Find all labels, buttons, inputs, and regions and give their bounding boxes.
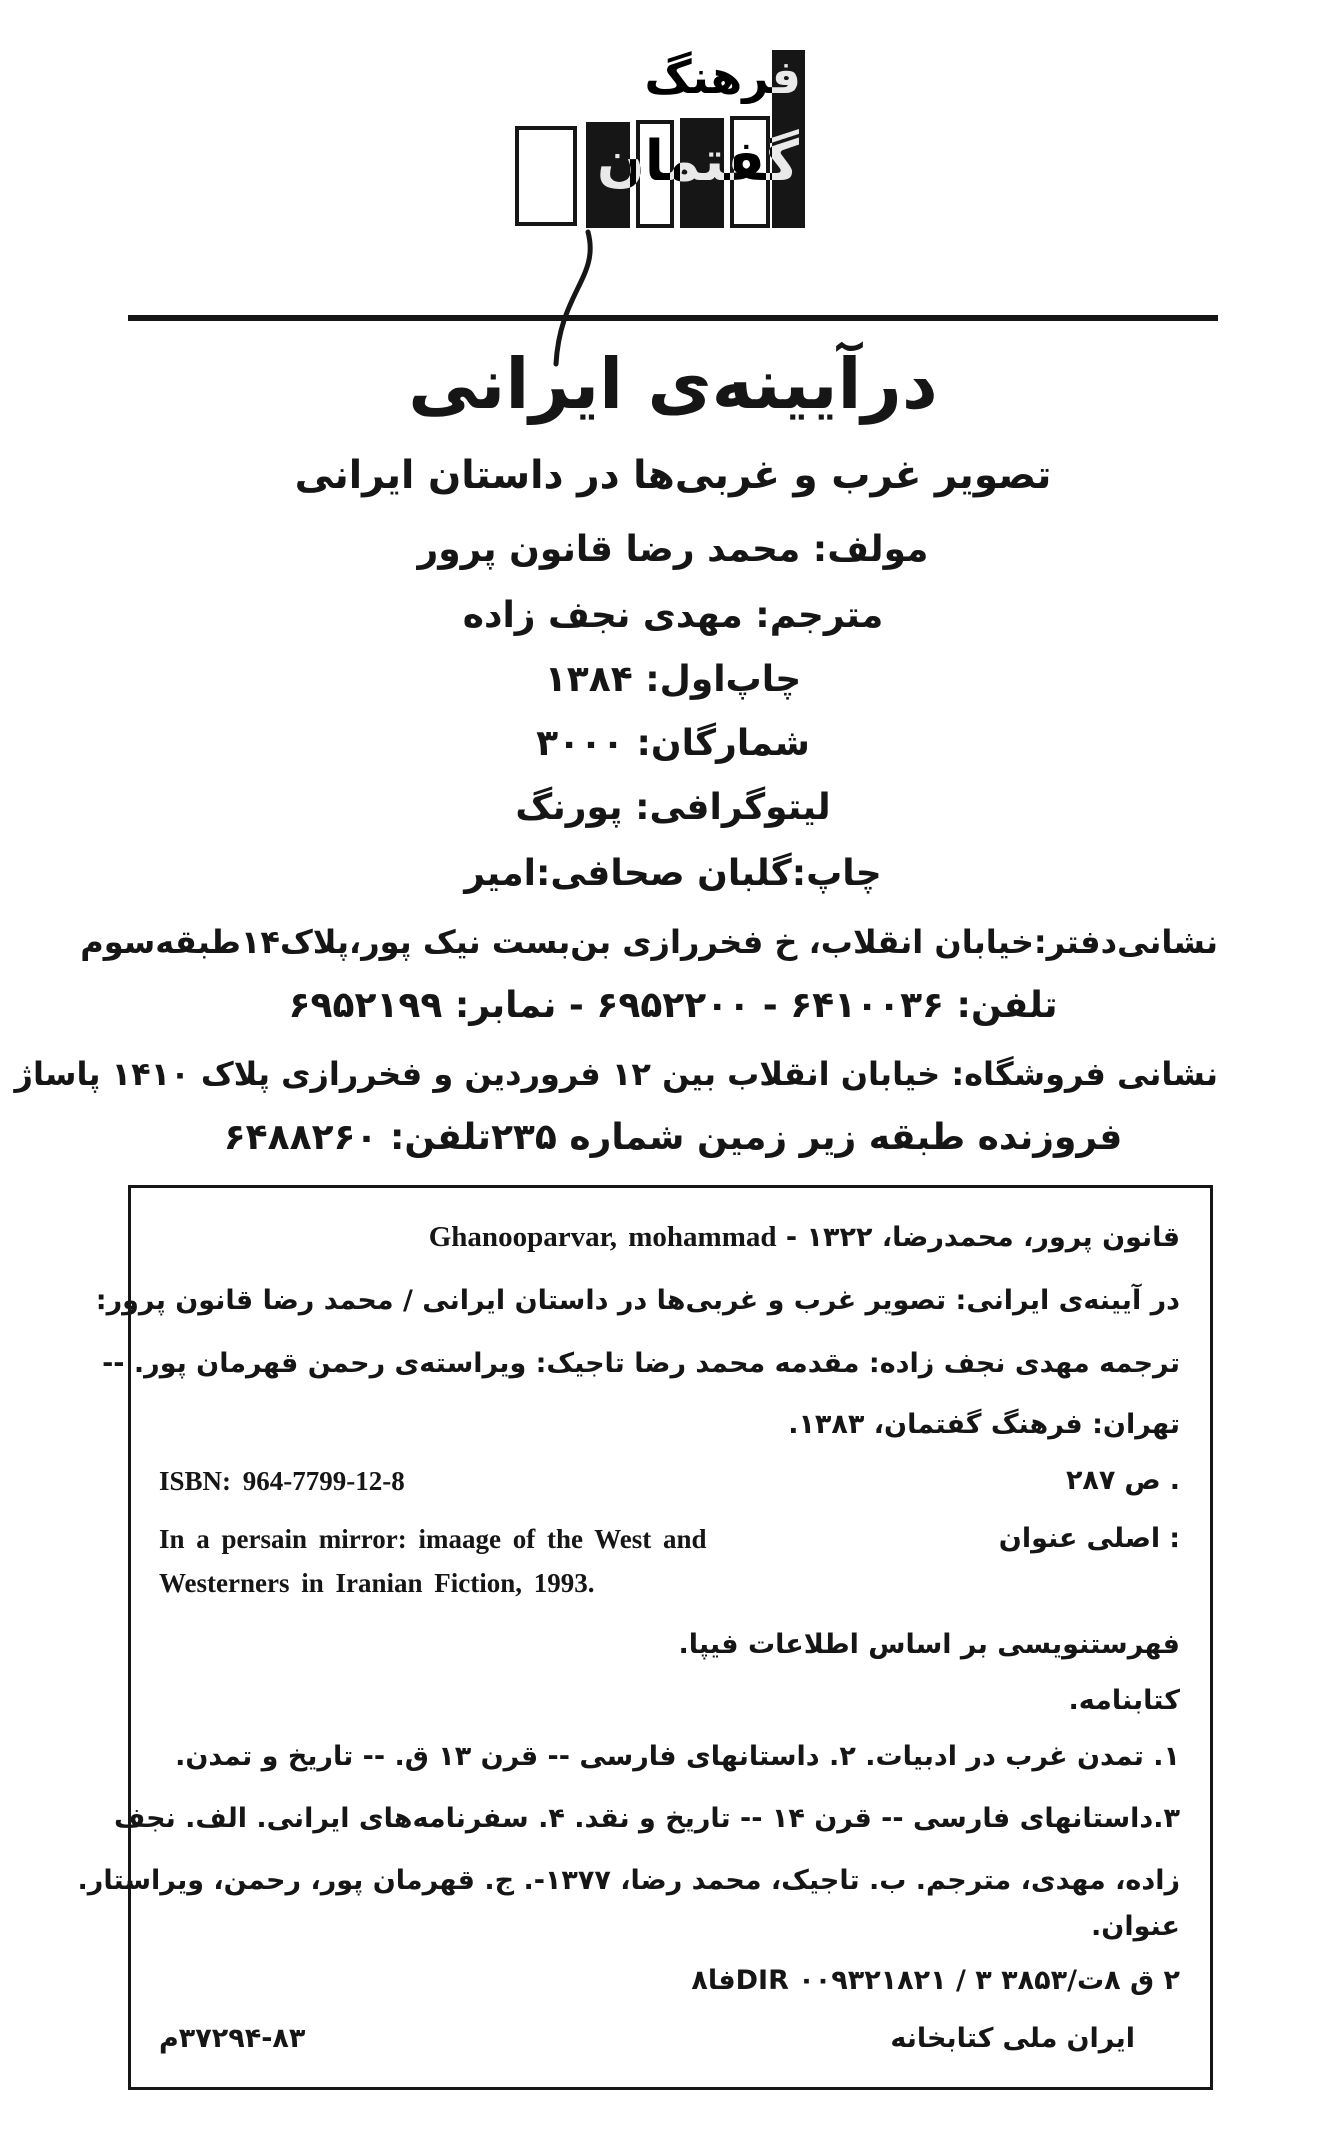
book-title: درآیینه‌ی ایرانی [408, 343, 938, 425]
divider-rule [128, 315, 1218, 321]
translator-line: مترجم: مهدی نجف زاده [462, 595, 884, 636]
cip-bibliography-note: کتابنامه. [1068, 1685, 1180, 1716]
cip-call-number: ۲ ق ۸ت/۳۸۵۳ DIR ۰۰۹۳۲۱۸۲۱ / ۳فا۸ [691, 1965, 1180, 1996]
cip-box [77, 1185, 1213, 2090]
store-address-line: نشانی فروشگاه: خیابان انقلاب بین ۱۲ فروردین و فخررازی پلاک ۱۴۱۰ پاساژ [14, 1055, 1218, 1093]
author-line: مولف: محمد رضا قانون پرور [417, 529, 929, 570]
cip-original-title-line2: Westerners in Iranian Fiction, 1993. [159, 1568, 595, 1598]
cip-author-text: قانون پرور، محمدرضا، ۱۳۲۲ - Ghanooparvar, mohammad [428, 1221, 1180, 1253]
cip-natl-bib-number: ۳۷۲۹۴-۸۳م [159, 2023, 306, 2054]
cip-author-latin: Ghanooparvar, mohammad [428, 1221, 777, 1253]
cip-pages-count: ۲۸۷ ص . [1065, 1465, 1180, 1496]
cip-title-entry: عنوان. [1091, 1911, 1180, 1942]
publisher-logo [500, 48, 805, 240]
logo-box-1 [515, 126, 577, 226]
phone-fax-line: تلفن: ۶۴۱۰۰۳۶ - ۶۹۵۲۲۰۰ - نمابر: ۶۹۵۲۱۹۹ [288, 985, 1058, 1026]
cip-original-title-label: عنوان اصلی : [998, 1523, 1180, 1554]
store-phone-line: فروزنده طبقه زیر زمین شماره ۲۳۵تلفن: ۶۴۸۸۲۶۰ [223, 1117, 1123, 1158]
cip-original-title-line1: In a persain mirror: imaage of the West and [159, 1524, 707, 1554]
cip-publisher-statement: تهران: فرهنگ گفتمان، ۱۳۸۳. [788, 1409, 1180, 1440]
cip-subjects-line3: زاده، مهدی، مترجم. ب. تاجیک، محمد رضا، ۱۳۷۷-. ج. قهرمان پور، رحمن، ویراستار. [77, 1865, 1180, 1896]
edition-line: چاپ‌اول: ۱۳۸۴ [544, 659, 802, 700]
cip-subjects-line1: ۱. تمدن غرب در ادبیات. ۲. داستانهای فارسی -- قرن ۱۳ ق. -- تاریخ و تمدن. [175, 1741, 1180, 1772]
printer-binder-line: چاپ:گلبان صحافی:امیر [464, 853, 882, 894]
print-run-line: شمارگان: ۳۰۰۰ [536, 723, 810, 764]
cip-isbn: ISBN: 964-7799-12-8 [159, 1466, 405, 1496]
book-subtitle: تصویر غرب و غربی‌ها در داستان ایرانی [294, 453, 1052, 498]
cip-translator-statement: ترجمه مهدی نجف زاده: مقدمه محمد رضا تاجیک: ویراسته‌ی رحمن قهرمان پور. -- [102, 1348, 1180, 1379]
office-address-line: نشانی‌دفتر:خیابان انقلاب، خ فخررازی بن‌بست نیک پور،پلاک۱۴طبقه‌سوم [80, 923, 1218, 961]
cip-national-library-label: کتابخانه ملی ایران [890, 2023, 1135, 2054]
logo-word-farhang: فرهنگ [644, 50, 801, 104]
cip-subjects-line2: ۳.داستانهای فارسی -- قرن ۱۴ -- تاریخ و نقد. ۴. سفرنامه‌های ایرانی. الف. نجف [114, 1803, 1180, 1834]
logo-word-goftman: گفتمان [596, 129, 799, 194]
lithography-line: لیتوگرافی: پورنگ [515, 787, 831, 828]
cip-title-statement: در آیینه‌ی ایرانی: تصویر غرب و غربی‌ها در داستان ایرانی / محمد رضا قانون پرور: [95, 1285, 1180, 1316]
cip-fipa-note: فهرستنویسی بر اساس اطلاعات فیپا. [678, 1629, 1180, 1660]
